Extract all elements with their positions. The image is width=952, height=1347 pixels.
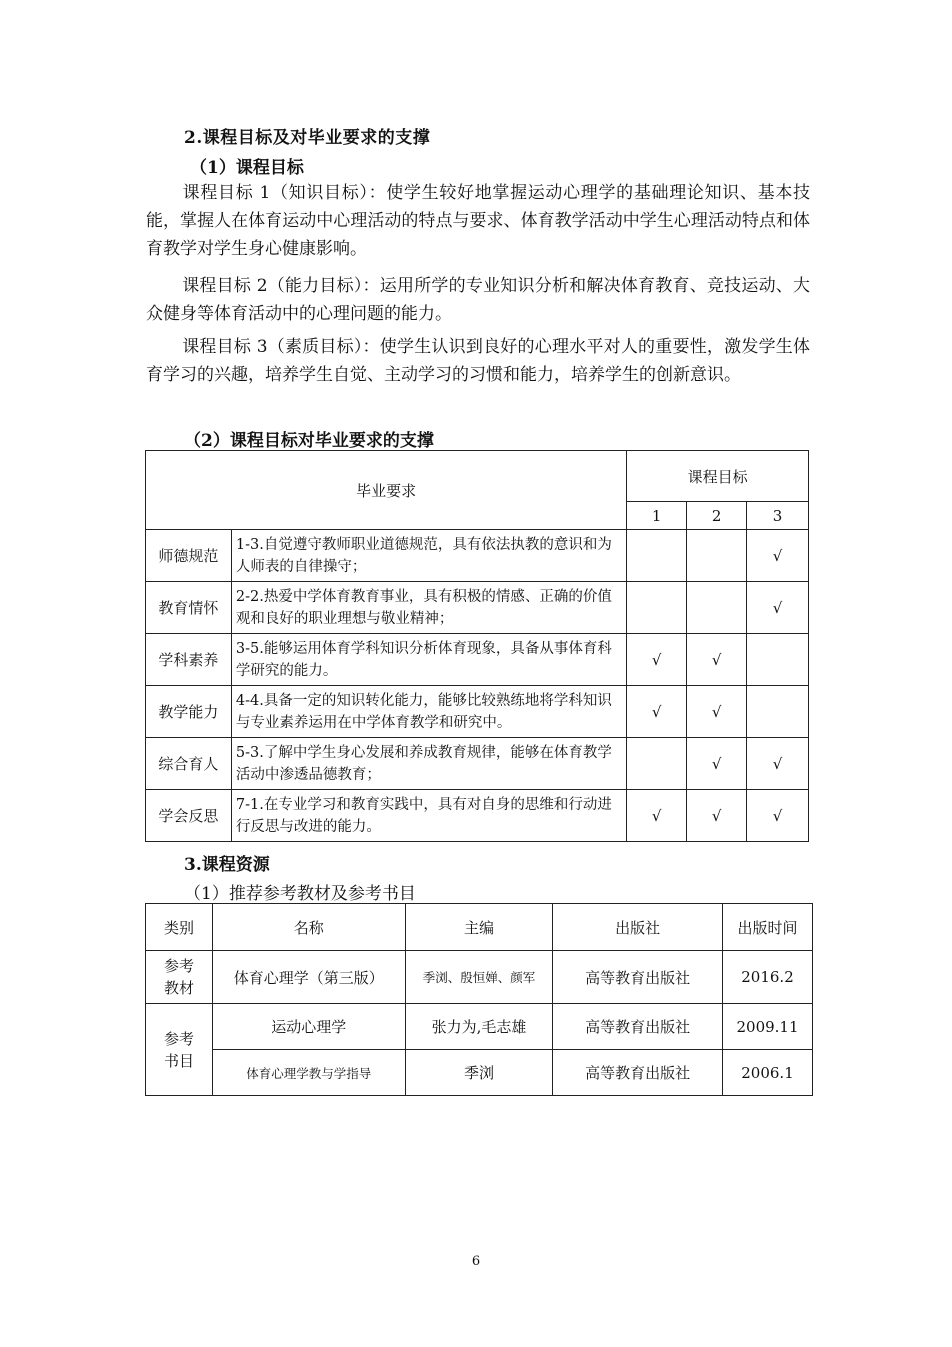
category-reference: 参考书目 <box>146 1004 213 1096</box>
goal-2-text: 课程目标 2（能力目标）：运用所学的专业知识分析和解决体育教育、竞技运动、大众健身等体育活动中的心理问题的能力。 <box>146 276 810 324</box>
goal-3-check: √ <box>747 582 809 634</box>
req-description: 4-4.具备一定的知识转化能力，能够比较熟练地将学科知识与专业素养运用在中学体育教学和研究中。 <box>231 686 626 738</box>
goal-num-1: 1 <box>627 502 687 530</box>
goal-1-check <box>627 582 687 634</box>
req-category: 学科素养 <box>146 634 232 686</box>
goal-1-check <box>627 530 687 582</box>
goal-2-check <box>687 530 747 582</box>
table-row <box>146 1004 813 1050</box>
req-category: 教学能力 <box>146 686 232 738</box>
req-description: 5-3.了解中学生身心发展和养成教育规律，能够在体育教学活动中渗透品德教育； <box>231 738 626 790</box>
req-description: 3-5.能够运用体育学科知识分析体育现象，具备从事体育科学研究的能力。 <box>231 634 626 686</box>
goal-1-check: √ <box>627 790 687 842</box>
goal-2-check: √ <box>687 634 747 686</box>
goal-3-check: √ <box>747 738 809 790</box>
book-year: 2016.2 <box>723 951 813 1004</box>
req-category: 综合育人 <box>146 738 232 790</box>
goal-1-check: √ <box>627 686 687 738</box>
header-graduation-req: 毕业要求 <box>146 451 627 530</box>
goal-2-check <box>687 582 747 634</box>
page-number: 6 <box>471 1254 481 1269</box>
goal-2-check: √ <box>687 686 747 738</box>
header-category: 类别 <box>146 904 213 951</box>
goal-num-3: 3 <box>747 502 809 530</box>
table-row <box>146 634 809 686</box>
book-publisher: 高等教育出版社 <box>553 951 723 1004</box>
book-editor: 季浏 <box>405 1050 553 1096</box>
req-description: 1-3.自觉遵守教师职业道德规范，具有依法执教的意识和为人师表的自律操守； <box>231 530 626 582</box>
section-3-title: 3.课程资源 <box>184 855 270 875</box>
table-row <box>146 582 809 634</box>
table-row <box>146 738 809 790</box>
table-row <box>146 951 813 1004</box>
req-category: 师德规范 <box>146 530 232 582</box>
req-description: 2-2.热爱中学体育教育事业，具有积极的情感、正确的价值观和良好的职业理想与敬业精神； <box>231 582 626 634</box>
book-name: 运动心理学 <box>212 1004 405 1050</box>
book-name: 体育心理学教与学指导 <box>212 1050 405 1096</box>
header-name: 名称 <box>212 904 405 951</box>
header-editor: 主编 <box>405 904 553 951</box>
table-row <box>146 686 809 738</box>
goal-3-check: √ <box>747 530 809 582</box>
references-table <box>145 903 813 1096</box>
book-year: 2006.1 <box>723 1050 813 1096</box>
goal-3-check <box>747 686 809 738</box>
goal-2-check: √ <box>687 790 747 842</box>
req-description: 7-1.在专业学习和教育实践中，具有对自身的思维和行动进行反思与改进的能力。 <box>231 790 626 842</box>
goal-num-2: 2 <box>687 502 747 530</box>
header-course-goals: 课程目标 <box>627 451 809 502</box>
req-category: 教育情怀 <box>146 582 232 634</box>
book-year: 2009.11 <box>723 1004 813 1050</box>
goal-3-text: 课程目标 3（素质目标）：使学生认识到良好的心理水平对人的重要性，激发学生体育学习的兴趣，培养学生自觉、主动学习的习惯和能力，培养学生的创新意识。 <box>146 337 810 385</box>
support-heading: （2）课程目标对毕业要求的支撑 <box>184 431 434 451</box>
table-row <box>146 1050 813 1096</box>
req-category: 学会反思 <box>146 790 232 842</box>
section-2-title: 2.课程目标及对毕业要求的支撑 <box>184 128 431 148</box>
category-textbook: 参考教材 <box>146 951 213 1004</box>
goal-3-check <box>747 634 809 686</box>
book-editor: 张力为,毛志雄 <box>405 1004 553 1050</box>
references-heading: （1）推荐参考教材及参考书目 <box>184 884 416 904</box>
table-row <box>146 790 809 842</box>
goal-1-text: 课程目标 1（知识目标）：使学生较好地掌握运动心理学的基础理论知识、基本技能，掌握人在体育运动中心理活动的特点与要求、体育教学活动中学生心理活动特点和体育教学对学生身心健康影响。 <box>146 183 810 259</box>
table-row <box>146 530 809 582</box>
header-publisher: 出版社 <box>553 904 723 951</box>
table-header-row <box>146 904 813 951</box>
goal-3-paragraph <box>146 333 810 389</box>
book-publisher: 高等教育出版社 <box>553 1050 723 1096</box>
goal-2-check: √ <box>687 738 747 790</box>
goal-1-paragraph <box>146 179 810 263</box>
support-table <box>145 450 809 842</box>
goal-1-check: √ <box>627 634 687 686</box>
table-header-row <box>146 451 809 502</box>
goal-2-paragraph <box>146 272 810 328</box>
course-goals-heading: （1）课程目标 <box>190 158 304 178</box>
goal-3-check: √ <box>747 790 809 842</box>
book-name: 体育心理学（第三版） <box>212 951 405 1004</box>
header-year: 出版时间 <box>723 904 813 951</box>
goal-1-check <box>627 738 687 790</box>
book-editor: 季浏、殷恒婵、颜军 <box>405 951 553 1004</box>
book-publisher: 高等教育出版社 <box>553 1004 723 1050</box>
